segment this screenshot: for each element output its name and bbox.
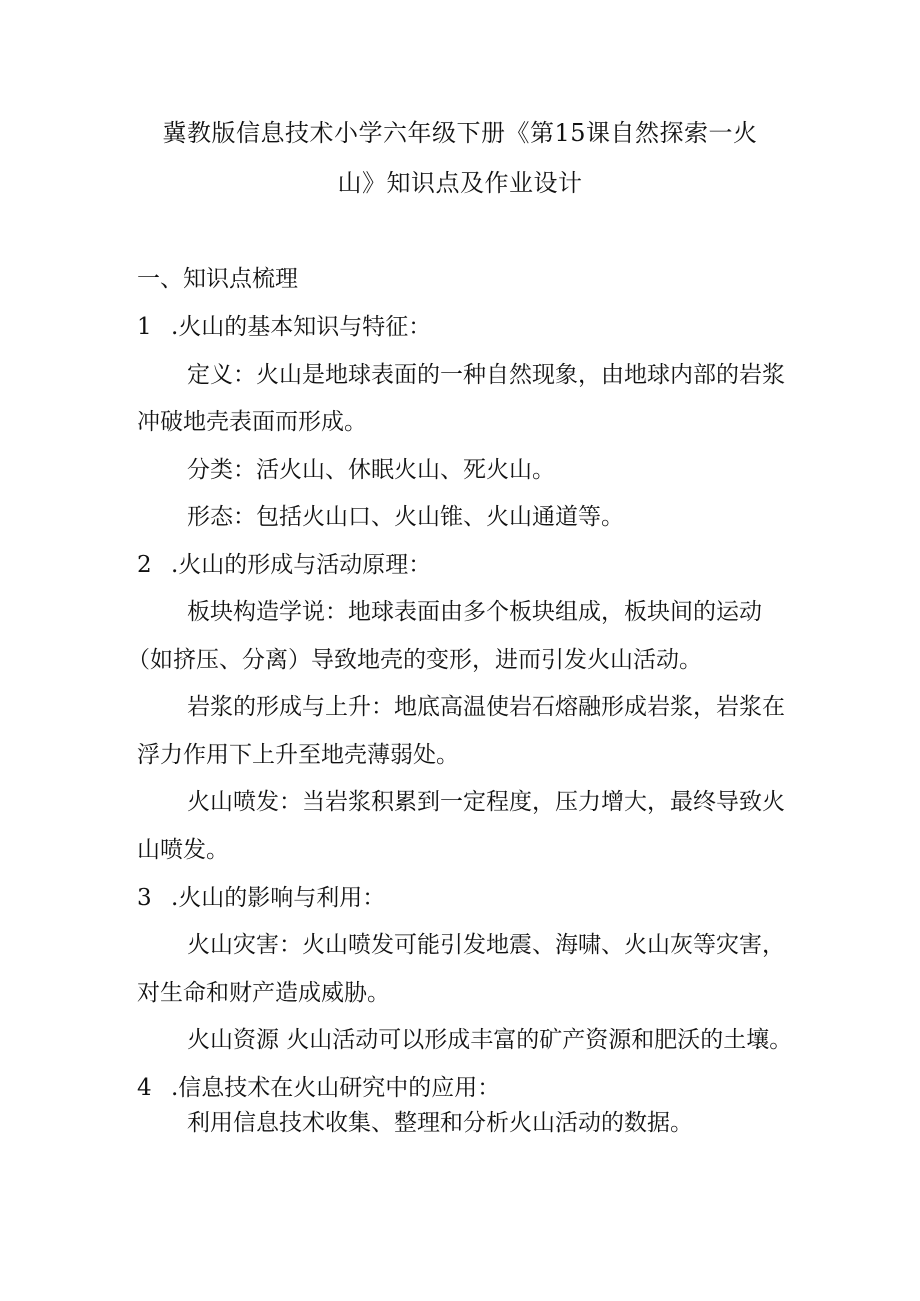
paragraph-line: 分类：活火山、休眠火山、死火山。 — [187, 457, 555, 483]
paragraph-line: 利用信息技术收集、整理和分析火山活动的数据。 — [187, 1110, 693, 1136]
paragraph-line: 火山灾害：火山喷发可能引发地震、海啸、火山灰等灾害， — [187, 932, 785, 958]
paragraph-line: 火山资源 火山活动可以形成丰富的矿产资源和肥沃的土壤。 — [187, 1027, 793, 1053]
item-heading-text: .火山的影响与利用： — [171, 885, 386, 911]
item-heading-text: .信息技术在火山研究中的应用： — [171, 1075, 501, 1101]
item-heading-text: .火山的形成与活动原理： — [171, 552, 432, 578]
item-number: 3 — [137, 885, 152, 911]
item-number: 1 — [137, 314, 152, 340]
item-heading-1 — [137, 312, 431, 342]
paragraph-line: 岩浆的形成与上升：地底高温使岩石熔融形成岩浆，岩浆在 — [187, 694, 785, 720]
item-heading-3 — [137, 883, 385, 913]
paragraph-line: （如挤压、分离）导致地壳的变形，进而引发火山活动。 — [127, 647, 702, 673]
paragraph-line: 对生命和财产造成威胁。 — [137, 980, 390, 1006]
section-heading: 一、知识点梳理 — [137, 266, 298, 292]
paragraph-line: 火山喷发：当岩浆积累到一定程度，压力增大，最终导致火 — [187, 789, 785, 815]
item-number: 4 — [137, 1075, 152, 1101]
title-line-1: 冀教版信息技术小学六年级下册《第15课自然探索一火 — [162, 119, 758, 147]
item-heading-4 — [137, 1073, 500, 1103]
item-heading-2 — [137, 550, 431, 580]
paragraph-line: 定义：火山是地球表面的一种自然现象，由地球内部的岩浆 — [187, 362, 785, 388]
paragraph-line: 山喷发。 — [137, 837, 229, 863]
paragraph-line: 冲破地壳表面而形成。 — [137, 409, 367, 435]
paragraph-line: 浮力作用下上升至地壳薄弱处。 — [137, 742, 459, 768]
item-number: 2 — [137, 552, 152, 578]
title-line-2: 山》知识点及作业设计 — [337, 169, 583, 197]
paragraph-line: 形态：包括火山口、火山锥、火山通道等。 — [187, 504, 624, 530]
paragraph-line: 板块构造学说：地球表面由多个板块组成，板块间的运动 — [187, 599, 762, 625]
item-heading-text: .火山的基本知识与特征： — [171, 314, 432, 340]
